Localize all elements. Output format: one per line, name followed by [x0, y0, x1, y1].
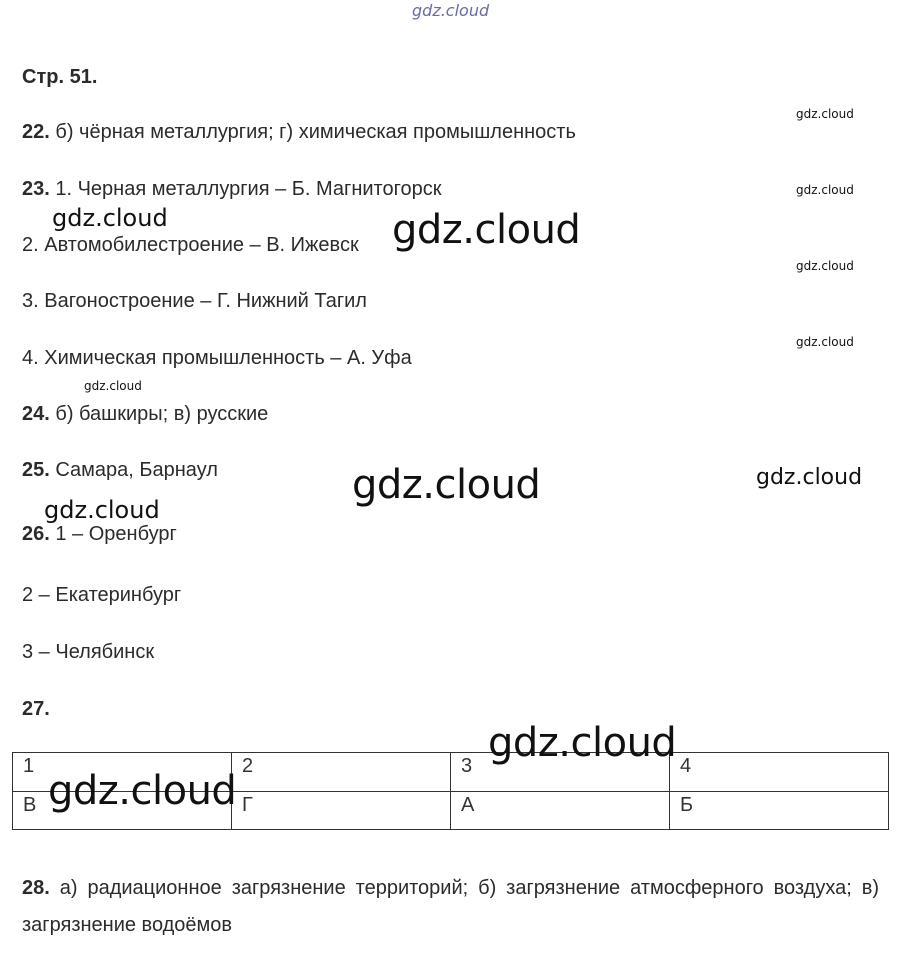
answer-23-line-1 [22, 178, 441, 201]
watermark: gdz.cloud [84, 379, 142, 393]
watermark: gdz.cloud [44, 496, 160, 524]
table-cell: В [13, 791, 232, 830]
watermark: gdz.cloud [392, 207, 581, 253]
answer-27-number: 27. [22, 698, 50, 720]
table-cell: 1 [13, 753, 232, 792]
answer-number: 26. [22, 523, 50, 545]
answer-number: 22. [22, 121, 50, 143]
watermark: gdz.cloud [48, 768, 237, 814]
watermark: gdz.cloud [352, 462, 541, 508]
answer-26-line-3: 3 – Челябинск [22, 641, 155, 663]
answer-23-line-4: 4. Химическая промышленность – А. Уфа [22, 347, 412, 369]
table-cell: Г [232, 791, 451, 830]
answer-number: 25. [22, 459, 50, 481]
watermark: gdz.cloud [756, 465, 863, 490]
watermark: gdz.cloud [796, 107, 854, 121]
answer-23-line-3: 3. Вагоностроение – Г. Нижний Тагил [22, 290, 367, 312]
watermark: gdz.cloud [52, 204, 168, 232]
answer-number: 23. [22, 178, 50, 200]
answer-22 [22, 121, 576, 144]
table-cell: Б [670, 791, 889, 830]
watermark: gdz.cloud [796, 335, 854, 349]
answer-text: б) башкиры; в) русские [49, 403, 269, 425]
table-cell: А [451, 791, 670, 830]
watermark: gdz.cloud [488, 720, 677, 766]
answer-28 [22, 870, 879, 944]
table-cell: 4 [670, 753, 889, 792]
watermark: gdz.cloud [796, 259, 854, 273]
watermark: gdz.cloud [796, 183, 854, 197]
answer-text: 1 – Оренбург [49, 523, 177, 545]
answer-number: 28. [22, 877, 50, 899]
answer-23-line-2: 2. Автомобилестроение – В. Ижевск [22, 234, 359, 256]
answer-text: 1. Черная металлургия – Б. Магнитогорск [49, 178, 442, 200]
answer-24 [22, 403, 268, 426]
page-reference: Стр. 51. [22, 66, 98, 88]
table-cell: 2 [232, 753, 451, 792]
answer-number: 24. [22, 403, 50, 425]
answer-25 [22, 459, 218, 482]
answer-26-line-2: 2 – Екатеринбург [22, 584, 182, 606]
answer-text: а) радиационное загрязнение территорий; б) загрязнение атмосферного воздуха; в) загрязнение водоёмов [22, 877, 879, 936]
top-watermark: gdz.cloud [412, 1, 490, 20]
table-cell: 3 [451, 753, 670, 792]
answer-26-line-1 [22, 523, 177, 546]
answer-text: б) чёрная металлургия; г) химическая промышленность [49, 121, 576, 143]
answer-text: Самара, Барнаул [49, 459, 218, 481]
